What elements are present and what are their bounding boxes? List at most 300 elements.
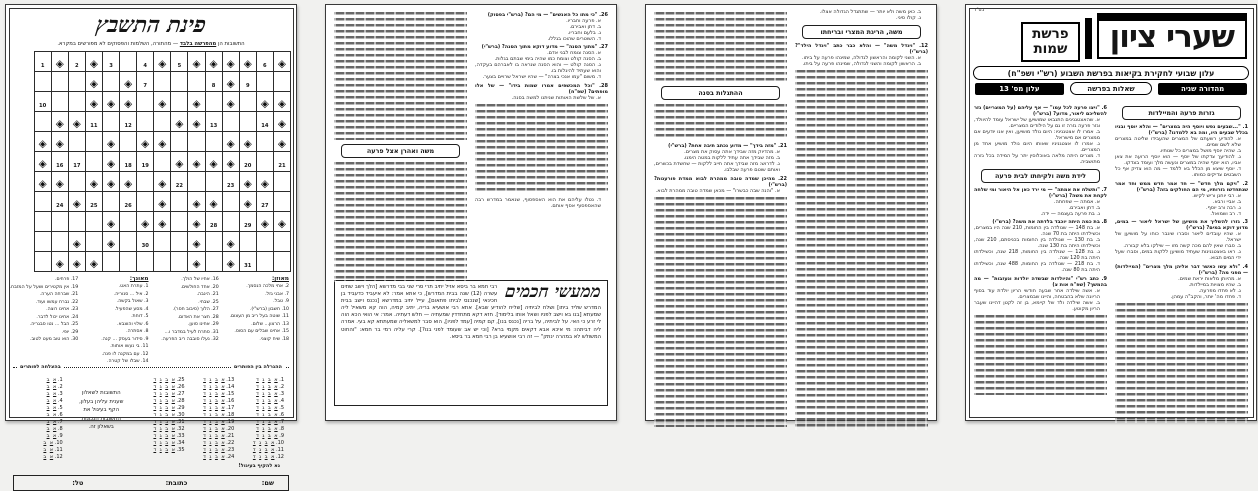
empty-cell[interactable] <box>34 232 51 252</box>
answer-letter[interactable]: א <box>171 412 175 418</box>
empty-cell[interactable] <box>34 252 51 272</box>
answer-letter[interactable]: ד <box>153 391 157 397</box>
numbered-cell[interactable] <box>34 92 51 112</box>
answer-row[interactable]: 4. אבגד <box>256 398 284 404</box>
answer-letter[interactable]: ד <box>153 433 157 439</box>
answer-letter[interactable]: ג <box>209 426 212 432</box>
answer-letter[interactable]: א <box>49 454 54 460</box>
answer-letter[interactable]: ג <box>159 447 162 453</box>
answer-row[interactable]: 18. אבגד <box>203 412 235 418</box>
empty-cell[interactable] <box>154 72 171 92</box>
numbered-cell[interactable] <box>137 232 154 252</box>
answer-letter[interactable]: ד <box>153 384 157 390</box>
answer-row[interactable]: 10. אב <box>43 440 63 446</box>
answer-row[interactable]: 1. אב <box>46 377 63 383</box>
numbered-cell[interactable] <box>239 152 256 172</box>
answer-letter[interactable]: א <box>221 447 225 453</box>
answer-letter[interactable]: א <box>221 405 225 411</box>
answer-letter[interactable]: ג <box>209 447 212 453</box>
answer-row[interactable]: 6. אבגד <box>256 412 284 418</box>
empty-cell[interactable] <box>273 72 290 92</box>
answer-letter[interactable]: ד <box>203 405 206 411</box>
answer-letter[interactable]: ד <box>252 447 256 453</box>
answer-letter[interactable]: ד <box>256 377 259 383</box>
answer-letter[interactable]: ד <box>256 398 259 404</box>
answer-row[interactable]: 8. אב <box>46 426 63 432</box>
empty-cell[interactable] <box>171 232 188 252</box>
answer-letter[interactable]: ב <box>214 419 218 425</box>
answer-letter[interactable]: ד <box>153 447 157 453</box>
answer-letter[interactable]: ב <box>46 398 50 404</box>
empty-cell[interactable] <box>34 212 51 232</box>
answer-letter[interactable]: ב <box>214 391 218 397</box>
answer-letter[interactable]: ב <box>46 426 50 432</box>
empty-cell[interactable] <box>239 112 256 132</box>
empty-cell[interactable] <box>102 192 119 212</box>
answer-row[interactable]: 30. אבגד <box>153 412 185 418</box>
empty-cell[interactable] <box>51 232 68 252</box>
answer-letter[interactable]: א <box>171 384 175 390</box>
answer-letter[interactable]: ב <box>214 433 218 439</box>
answer-letter[interactable]: ד <box>256 391 259 397</box>
answer-row[interactable]: 12. אב <box>43 454 63 460</box>
empty-cell[interactable] <box>205 172 222 192</box>
answer-row[interactable]: 34. אבגד <box>153 440 185 446</box>
answer-letter[interactable]: ב <box>267 405 271 411</box>
answer-row[interactable]: 11. אבגד <box>252 447 284 453</box>
answer-letter[interactable]: ד <box>256 412 259 418</box>
answer-letter[interactable]: ד <box>203 426 206 432</box>
answer-row[interactable]: 16. אבגד <box>203 398 235 404</box>
answer-row[interactable]: 9. אבגד <box>256 433 284 439</box>
answer-letter[interactable]: ב <box>165 433 169 439</box>
answer-letter[interactable]: א <box>171 419 175 425</box>
answer-row[interactable]: 12. אבגד <box>252 454 284 460</box>
answer-letter[interactable]: ב <box>214 447 218 453</box>
empty-cell[interactable] <box>256 152 273 172</box>
answer-letter[interactable]: ד <box>153 412 157 418</box>
answer-letter[interactable]: א <box>221 454 225 460</box>
answer-letter[interactable]: ב <box>165 384 169 390</box>
numbered-cell[interactable] <box>137 52 154 72</box>
empty-cell[interactable] <box>68 132 85 152</box>
answer-letter[interactable]: א <box>49 440 54 446</box>
answer-row[interactable]: 26. אבגד <box>153 384 185 390</box>
empty-cell[interactable] <box>154 232 171 252</box>
numbered-cell[interactable] <box>137 72 154 92</box>
answer-letter[interactable]: ג <box>262 384 265 390</box>
answer-letter[interactable]: ב <box>165 398 169 404</box>
answer-letter[interactable]: ב <box>214 426 218 432</box>
empty-cell[interactable] <box>222 112 239 132</box>
empty-cell[interactable] <box>51 212 68 232</box>
empty-cell[interactable] <box>154 152 171 172</box>
answer-letter[interactable]: ג <box>209 398 212 404</box>
answer-letter[interactable]: ב <box>214 377 218 383</box>
numbered-cell[interactable] <box>256 52 273 72</box>
answer-letter[interactable]: ב <box>214 454 218 460</box>
empty-cell[interactable] <box>273 192 290 212</box>
answer-letter[interactable]: א <box>52 419 57 425</box>
answer-letter[interactable]: א <box>171 426 175 432</box>
answer-letter[interactable]: ד <box>203 440 206 446</box>
empty-cell[interactable] <box>222 212 239 232</box>
answer-letter[interactable]: א <box>274 377 278 383</box>
answer-row[interactable]: 31. אבגד <box>153 419 185 425</box>
answer-letter[interactable]: ד <box>203 419 206 425</box>
empty-cell[interactable] <box>102 252 119 272</box>
answer-letter[interactable]: א <box>52 433 57 439</box>
answer-row[interactable]: 15. אבגד <box>203 391 235 397</box>
answer-row[interactable]: 1. אבגד <box>256 377 284 383</box>
answer-row[interactable]: 19. אבגד <box>203 419 235 425</box>
numbered-cell[interactable] <box>51 192 68 212</box>
answer-letter[interactable]: ד <box>252 440 256 446</box>
answer-letter[interactable]: א <box>274 426 278 432</box>
answer-row[interactable]: 23. אבגד <box>203 447 235 453</box>
answer-letter[interactable]: ג <box>209 377 212 383</box>
answer-letter[interactable]: ב <box>43 440 47 446</box>
answer-row[interactable]: 3. אב <box>46 391 63 397</box>
empty-cell[interactable] <box>137 92 154 112</box>
empty-cell[interactable] <box>239 92 256 112</box>
answer-letter[interactable]: ג <box>209 454 212 460</box>
answer-letter[interactable]: ד <box>256 433 259 439</box>
answer-letter[interactable]: ב <box>267 419 271 425</box>
answer-letter[interactable]: ב <box>214 398 218 404</box>
answer-letter[interactable]: ב <box>165 377 169 383</box>
answer-letter[interactable]: א <box>52 391 57 397</box>
answer-letter[interactable]: ג <box>209 433 212 439</box>
answer-letter[interactable]: ב <box>267 412 271 418</box>
answer-letter[interactable]: א <box>52 384 57 390</box>
empty-cell[interactable] <box>273 252 290 272</box>
answer-letter[interactable]: א <box>221 419 225 425</box>
answer-letter[interactable]: ג <box>259 447 262 453</box>
empty-cell[interactable] <box>137 172 154 192</box>
empty-cell[interactable] <box>256 232 273 252</box>
empty-cell[interactable] <box>85 132 102 152</box>
answer-letter[interactable]: ג <box>209 384 212 390</box>
empty-cell[interactable] <box>34 192 51 212</box>
answer-letter[interactable]: א <box>171 377 175 383</box>
numbered-cell[interactable] <box>137 152 154 172</box>
answer-letter[interactable]: ב <box>46 377 50 383</box>
empty-cell[interactable] <box>68 212 85 232</box>
answer-row[interactable]: 25. אבגד <box>153 377 185 383</box>
answer-letter[interactable]: ב <box>214 405 218 411</box>
answer-row[interactable]: 33. אבגד <box>153 433 185 439</box>
answer-letter[interactable]: ג <box>262 426 265 432</box>
answer-letter[interactable]: ב <box>46 391 50 397</box>
answer-letter[interactable]: א <box>49 447 54 453</box>
answer-letter[interactable]: ג <box>159 384 162 390</box>
address-field-label[interactable]: כתובת: <box>165 479 188 487</box>
empty-cell[interactable] <box>102 72 119 92</box>
answer-letter[interactable]: ג <box>262 398 265 404</box>
answer-letter[interactable]: ד <box>203 454 206 460</box>
numbered-cell[interactable] <box>222 172 239 192</box>
answer-row[interactable]: 6. אב <box>46 412 63 418</box>
answer-letter[interactable]: ד <box>203 391 206 397</box>
numbered-cell[interactable] <box>85 192 102 212</box>
empty-cell[interactable] <box>256 72 273 92</box>
numbered-cell[interactable] <box>120 112 137 132</box>
empty-cell[interactable] <box>205 232 222 252</box>
empty-cell[interactable] <box>171 192 188 212</box>
answer-letter[interactable]: א <box>52 405 57 411</box>
answer-letter[interactable]: א <box>271 447 275 453</box>
answer-letter[interactable]: ב <box>165 419 169 425</box>
answer-row[interactable]: 32. אבגד <box>153 426 185 432</box>
numbered-cell[interactable] <box>120 192 137 212</box>
answer-row[interactable]: 2. אבגד <box>256 384 284 390</box>
answer-letter[interactable]: ג <box>262 433 265 439</box>
answer-letter[interactable]: ג <box>259 454 262 460</box>
name-field-label[interactable]: שם: <box>261 479 274 487</box>
answer-letter[interactable]: ד <box>153 377 157 383</box>
answer-letter[interactable]: א <box>274 419 278 425</box>
numbered-cell[interactable] <box>205 112 222 132</box>
empty-cell[interactable] <box>85 152 102 172</box>
empty-cell[interactable] <box>34 72 51 92</box>
answer-letter[interactable]: ב <box>267 377 271 383</box>
answer-letter[interactable]: ב <box>214 412 218 418</box>
answer-row[interactable]: 7. אב <box>46 419 63 425</box>
answer-row[interactable]: 8. אבגד <box>256 426 284 432</box>
answer-row[interactable]: 20. אבגד <box>203 426 235 432</box>
answer-letter[interactable]: א <box>271 454 275 460</box>
empty-cell[interactable] <box>171 212 188 232</box>
answer-row[interactable]: 7. אבגד <box>256 419 284 425</box>
answer-letter[interactable]: א <box>171 447 175 453</box>
numbered-cell[interactable] <box>171 172 188 192</box>
answer-letter[interactable]: ד <box>203 447 206 453</box>
empty-cell[interactable] <box>85 232 102 252</box>
answer-row[interactable]: 17. אבגד <box>203 405 235 411</box>
answer-letter[interactable]: ג <box>262 377 265 383</box>
answer-letter[interactable]: ב <box>46 433 50 439</box>
answer-letter[interactable]: ב <box>264 447 268 453</box>
answer-letter[interactable]: ב <box>267 391 271 397</box>
answer-row[interactable]: 35. אבגד <box>153 447 185 453</box>
answer-row[interactable]: 14. אבגד <box>203 384 235 390</box>
answer-letter[interactable]: א <box>52 398 57 404</box>
answer-letter[interactable]: ג <box>159 419 162 425</box>
answer-row[interactable]: 13. אבגד <box>203 377 235 383</box>
answer-letter[interactable]: ג <box>159 440 162 446</box>
numbered-cell[interactable] <box>68 152 85 172</box>
empty-cell[interactable] <box>51 72 68 92</box>
empty-cell[interactable] <box>239 232 256 252</box>
empty-cell[interactable] <box>102 112 119 132</box>
answer-letter[interactable]: א <box>221 440 225 446</box>
answer-letter[interactable]: א <box>221 391 225 397</box>
answer-letter[interactable]: ב <box>165 447 169 453</box>
answer-letter[interactable]: ד <box>256 384 259 390</box>
empty-cell[interactable] <box>68 172 85 192</box>
answer-letter[interactable]: ד <box>153 426 157 432</box>
answer-letter[interactable]: ב <box>214 440 218 446</box>
answer-row[interactable]: 9. אב <box>46 433 63 439</box>
answer-letter[interactable]: א <box>171 433 175 439</box>
answer-letter[interactable]: ג <box>159 377 162 383</box>
answer-row[interactable]: 5. אב <box>46 405 63 411</box>
answer-letter[interactable]: ג <box>209 412 212 418</box>
numbered-cell[interactable] <box>85 112 102 132</box>
answer-letter[interactable]: א <box>274 398 278 404</box>
answer-letter[interactable]: ד <box>256 405 259 411</box>
empty-cell[interactable] <box>256 252 273 272</box>
empty-cell[interactable] <box>34 112 51 132</box>
answer-letter[interactable]: ג <box>159 426 162 432</box>
numbered-cell[interactable] <box>239 252 256 272</box>
answer-letter[interactable]: ב <box>43 454 47 460</box>
answer-letter[interactable]: ב <box>165 391 169 397</box>
answer-letter[interactable]: א <box>171 391 175 397</box>
empty-cell[interactable] <box>188 172 205 192</box>
answer-row[interactable]: 29. אבגד <box>153 405 185 411</box>
answer-letter[interactable]: א <box>52 377 57 383</box>
answer-letter[interactable]: ד <box>203 377 206 383</box>
answer-letter[interactable]: ד <box>153 405 157 411</box>
answer-row[interactable]: 11. אב <box>43 447 63 453</box>
empty-cell[interactable] <box>68 92 85 112</box>
numbered-cell[interactable] <box>239 72 256 92</box>
empty-cell[interactable] <box>205 132 222 152</box>
answer-letter[interactable]: ד <box>252 454 256 460</box>
answer-letter[interactable]: א <box>221 398 225 404</box>
empty-cell[interactable] <box>222 192 239 212</box>
answer-letter[interactable]: ג <box>209 440 212 446</box>
answer-letter[interactable]: ב <box>165 426 169 432</box>
empty-cell[interactable] <box>171 72 188 92</box>
empty-cell[interactable] <box>273 232 290 252</box>
empty-cell[interactable] <box>256 132 273 152</box>
empty-cell[interactable] <box>154 252 171 272</box>
numbered-cell[interactable] <box>102 52 119 72</box>
answer-letter[interactable]: ג <box>159 391 162 397</box>
answer-letter[interactable]: א <box>274 405 278 411</box>
answer-letter[interactable]: א <box>171 398 175 404</box>
answer-letter[interactable]: ב <box>264 440 268 446</box>
answer-letter[interactable]: א <box>52 412 57 418</box>
answer-letter[interactable]: ג <box>262 405 265 411</box>
answer-letter[interactable]: א <box>274 412 278 418</box>
numbered-cell[interactable] <box>171 52 188 72</box>
answer-letter[interactable]: ג <box>209 391 212 397</box>
answer-letter[interactable]: ב <box>267 433 271 439</box>
answer-letter[interactable]: א <box>52 426 57 432</box>
answer-letter[interactable]: ג <box>159 412 162 418</box>
answer-letter[interactable]: ב <box>165 440 169 446</box>
answer-letter[interactable]: א <box>271 440 275 446</box>
answer-letter[interactable]: ג <box>262 391 265 397</box>
empty-cell[interactable] <box>188 72 205 92</box>
empty-cell[interactable] <box>171 132 188 152</box>
answer-row[interactable]: 3. אבגד <box>256 391 284 397</box>
empty-cell[interactable] <box>171 92 188 112</box>
answer-letter[interactable]: א <box>221 377 225 383</box>
answer-letter[interactable]: ד <box>203 398 206 404</box>
answer-letter[interactable]: ג <box>209 419 212 425</box>
answer-row[interactable]: 10. אבגד <box>252 440 284 446</box>
answer-letter[interactable]: ב <box>267 398 271 404</box>
answer-letter[interactable]: א <box>274 433 278 439</box>
empty-cell[interactable] <box>188 132 205 152</box>
numbered-cell[interactable] <box>256 192 273 212</box>
answer-letter[interactable]: ג <box>259 440 262 446</box>
empty-cell[interactable] <box>137 112 154 132</box>
answer-letter[interactable]: ד <box>153 419 157 425</box>
answer-row[interactable]: 24. אבגד <box>203 454 235 460</box>
answer-row[interactable]: 27. אבגד <box>153 391 185 397</box>
answer-letter[interactable]: ב <box>214 384 218 390</box>
empty-cell[interactable] <box>205 252 222 272</box>
answer-letter[interactable]: א <box>274 384 278 390</box>
answer-row[interactable]: 5. אבגד <box>256 405 284 411</box>
numbered-cell[interactable] <box>120 152 137 172</box>
answer-row[interactable]: 21. אבגד <box>203 433 235 439</box>
answer-letter[interactable]: ב <box>46 384 50 390</box>
empty-cell[interactable] <box>85 212 102 232</box>
answer-letter[interactable]: ג <box>159 405 162 411</box>
empty-cell[interactable] <box>171 252 188 272</box>
empty-cell[interactable] <box>137 252 154 272</box>
numbered-cell[interactable] <box>273 152 290 172</box>
answer-letter[interactable]: ד <box>203 433 206 439</box>
empty-cell[interactable] <box>205 92 222 112</box>
answer-letter[interactable]: א <box>171 440 175 446</box>
answer-row[interactable]: 2. אב <box>46 384 63 390</box>
empty-cell[interactable] <box>68 72 85 92</box>
numbered-cell[interactable] <box>68 52 85 72</box>
empty-cell[interactable] <box>137 192 154 212</box>
answer-letter[interactable]: ב <box>43 447 47 453</box>
answer-letter[interactable]: ב <box>267 384 271 390</box>
numbered-cell[interactable] <box>205 72 222 92</box>
answer-letter[interactable]: ב <box>46 419 50 425</box>
answer-letter[interactable]: ד <box>256 426 259 432</box>
numbered-cell[interactable] <box>205 212 222 232</box>
answer-letter[interactable]: ב <box>165 412 169 418</box>
numbered-cell[interactable] <box>34 52 51 72</box>
answer-letter[interactable]: ב <box>46 405 50 411</box>
answer-letter[interactable]: ד <box>256 419 259 425</box>
answer-row[interactable]: 4. אב <box>46 398 63 404</box>
empty-cell[interactable] <box>154 112 171 132</box>
answer-letter[interactable]: ג <box>159 433 162 439</box>
answer-letter[interactable]: ג <box>262 419 265 425</box>
answer-letter[interactable]: ב <box>165 405 169 411</box>
answer-row[interactable]: 22. אבגד <box>203 440 235 446</box>
empty-cell[interactable] <box>120 252 137 272</box>
phone-field-label[interactable]: טל: <box>72 479 84 487</box>
answer-letter[interactable]: ג <box>262 412 265 418</box>
answer-letter[interactable]: א <box>221 384 225 390</box>
empty-cell[interactable] <box>120 212 137 232</box>
numbered-cell[interactable] <box>51 152 68 172</box>
numbered-cell[interactable] <box>256 112 273 132</box>
answer-letter[interactable]: ג <box>159 398 162 404</box>
answer-letter[interactable]: ד <box>203 384 206 390</box>
empty-cell[interactable] <box>120 232 137 252</box>
empty-cell[interactable] <box>120 132 137 152</box>
empty-cell[interactable] <box>120 52 137 72</box>
answer-letter[interactable]: ב <box>264 454 268 460</box>
answer-letter[interactable]: ד <box>153 440 157 446</box>
answer-letter[interactable]: ב <box>267 426 271 432</box>
